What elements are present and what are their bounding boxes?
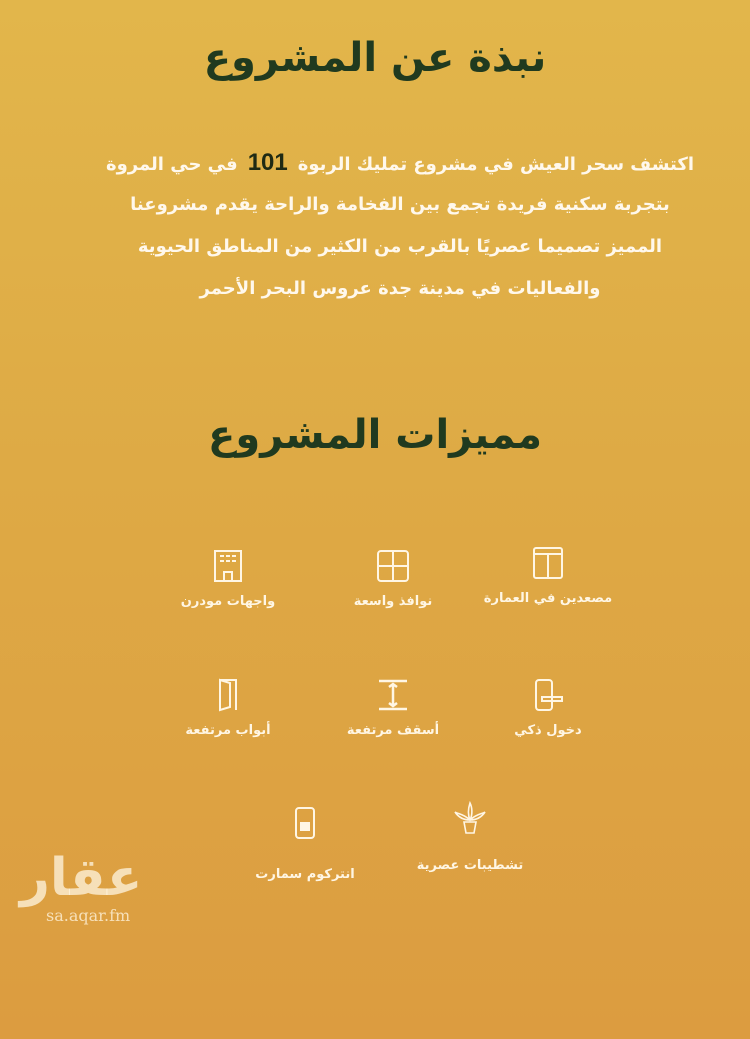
intercom-icon (287, 805, 323, 841)
door-icon (210, 677, 246, 713)
feature-smart-entry: دخول ذكي (468, 677, 628, 738)
about-line-3: المميز تصميما عصريًا بالقرب من الكثير من المناطق الحيوية (137, 236, 663, 257)
feature-windows: نوافذ واسعة (313, 548, 473, 609)
project-number: 101 (247, 149, 288, 176)
about-line-1: اكتشف سحر العيش في مشروع تمليك الربوة101في حي المروة (105, 149, 695, 176)
feature-high-doors: أبواب مرتفعة (148, 677, 308, 738)
smart-lock-icon (530, 677, 566, 713)
about-line-2: بتجربة سكنية فريدة تجمع بين الفخامة والراحة يقدم مشروعنا (130, 194, 670, 215)
aqar-url: sa.aqar.fm (46, 906, 131, 925)
about-paragraph (80, 142, 720, 310)
window-icon (375, 548, 411, 584)
about-line-4: والفعاليات في مدينة جدة عروس البحر الأحمر (199, 278, 601, 299)
plant-icon (452, 800, 488, 836)
aqar-watermark (20, 850, 142, 925)
aqar-logo: عقار (20, 848, 143, 908)
feature-elevators: مصعدين في العمارة (468, 545, 628, 606)
about-title: نبذة عن المشروع (203, 35, 547, 81)
feature-modern-finishes: تشطيبات عصرية (390, 800, 550, 873)
feature-smart-intercom: انتركوم سمارت (225, 805, 385, 882)
feature-facades: واجهات مودرن (148, 548, 308, 609)
ceiling-height-icon (375, 677, 411, 713)
features-title: مميزات المشروع (208, 412, 542, 458)
building-icon (210, 548, 246, 584)
feature-high-ceilings: أسقف مرتفعة (313, 677, 473, 738)
elevator-icon (530, 545, 566, 581)
